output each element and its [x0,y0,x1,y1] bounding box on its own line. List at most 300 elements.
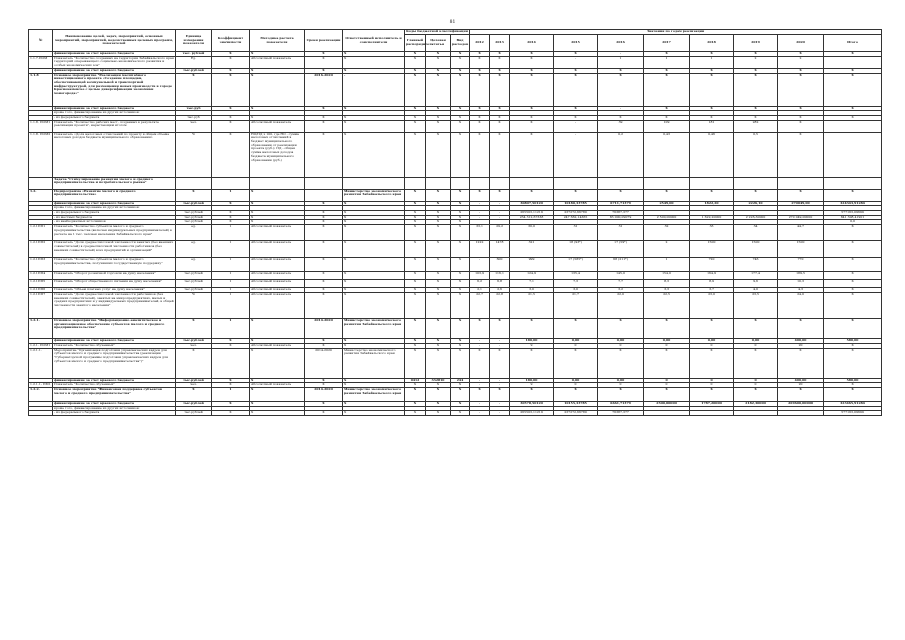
table-cell: X [305,52,343,57]
table-cell: X [470,120,490,132]
table-cell: X [343,292,405,318]
table-cell [212,177,250,189]
table-cell: - [490,383,510,388]
col-header-year: 2019 [734,35,778,52]
table-cell: X [343,225,405,241]
table-header [29,30,882,52]
table-cell: 323465,91284 [824,401,882,406]
table-cell: - [470,201,490,206]
table-cell: X [451,383,470,388]
table-cell: 30807,50120 [510,201,554,206]
table-cell: X [690,52,734,57]
table-cell: 44,7 [778,225,824,241]
table-cell [490,177,510,189]
table-cell: Показатель "Количество обученных" [53,343,176,348]
table-cell: 6661,71379 [598,401,644,406]
table-cell: X [212,220,250,225]
table-cell: X [451,189,470,201]
table-cell: X [405,215,426,220]
table-cell: тыс.рублей [176,215,212,220]
table-cell [29,177,53,189]
table-cell: 577163,09699 [824,211,882,216]
table-cell: ед. [176,258,212,272]
table-row [29,318,882,338]
col-header-executor: Ответственный исполнитель и соисполнители [343,30,405,52]
col-header-year: 2013 [490,35,510,52]
table-row [29,225,882,241]
table-cell: 21,5 [510,292,554,318]
table-cell: X [305,115,343,120]
table-cell: Абсолютный показатель [250,383,305,388]
table-cell: X [405,241,426,258]
table-cell: X [644,318,690,338]
table-cell: X [250,52,305,57]
table-cell: % [176,292,212,318]
table-cell: финансирование за счет краевого бюджета [53,106,176,111]
table-cell: 1.2.1ПП5 [29,280,53,288]
table-cell: X [598,387,644,401]
table-cell: 770 [778,258,824,272]
table-row [29,132,882,177]
table-cell: Показатель "Количество рабочих мест, созданных в результате реализации проекта", нарастающим итогом [53,120,176,132]
table-cell: 2014-2020 [305,348,343,378]
table-cell: 17 (585*) [554,258,598,272]
table-cell: 1 [212,292,250,318]
table-cell: НО/ПД х 100, где НО - сумма налоговых отчислений в бюджет муниципального образования от реализации проекта (руб.); ПД - общая сумма налоговых доходов бюджета муниципального образования (руб.) [250,132,305,177]
table-cell: 6,2 [470,280,490,288]
table-cell: X [824,348,882,378]
table-cell: X [451,318,470,338]
table-cell: X [305,378,343,383]
table-cell: Показатель "Оборот розничной торговли на душу населения" [53,272,176,280]
table-cell [824,120,882,132]
table-cell: 332810 [426,378,451,383]
table-cell: X [451,52,470,57]
table-cell: 1 [212,272,250,280]
table-cell: X [305,120,343,132]
table-cell: Министерство экономического развития Забайкальского края [343,387,405,401]
table-cell: X [824,225,882,241]
table-cell: X [470,189,490,201]
table-cell: X [212,383,250,388]
table-cell: X [778,73,824,106]
table-cell: X [426,215,451,220]
table-cell: X [343,338,405,343]
table-cell: 0,00 [734,338,778,343]
table-cell: X [451,211,470,216]
table-cell: 2 [734,56,778,68]
table-cell: Основное мероприятие "Реализация масштабного инвестиционного проекта «Создание площадки, обеспечивающей коммунальной и транспортной инфраструктурой, для размещения новых производств в городе Краснокаменске с целью диверсификации экономики моногорода»" [53,73,176,106]
col-header-year: 2020 [778,35,824,52]
table-cell: - [554,132,598,177]
table-cell: 0 [554,383,598,388]
table-cell: - из федерального бюджета [53,411,176,416]
table-cell: X [598,348,644,378]
table-cell: X [734,73,778,106]
table-cell: чел. [176,343,212,348]
table-cell: ед. [176,225,212,241]
table-cell: X [212,115,250,120]
col-header-method: Методика расчета показателя [250,30,305,52]
table-cell: X [405,115,426,120]
table-cell [510,177,554,189]
table-cell: 1 [212,241,250,258]
table-cell [305,189,343,201]
table-cell: X [305,288,343,293]
table-cell: 22,8 [490,292,510,318]
table-cell: 6,8 [490,280,510,288]
table-cell: 1.2.1ПП6 [29,288,53,293]
table-cell: X [824,288,882,293]
table-cell: 135,4 [554,272,598,280]
table-cell: X [343,132,405,177]
table-cell: 22,0 [598,292,644,318]
table-cell: 2016-2020 [305,73,343,106]
table-cell: 7,1 [510,280,554,288]
table-cell: 34 [734,225,778,241]
table-cell: 1.2.2. [29,387,53,401]
table-cell: 33,1 [470,225,490,241]
table-cell: 0 [644,383,690,388]
table-cell: X [598,115,644,120]
table-cell: X [734,387,778,401]
table-cell: X [824,318,882,338]
table-cell: X [176,387,212,401]
table-cell: % [176,132,212,177]
table-cell: Абсолютный показатель [250,120,305,132]
table-cell: X [212,378,250,383]
table-cell: 1.1.8. ПОМ2 [29,132,53,177]
table-cell: 2226,10 [734,201,778,206]
table-cell: 2500,00000 [644,401,690,406]
table-cell: X [778,348,824,378]
table-cell: X [405,411,426,416]
table-cell: Показатель "Количество субъектов малого и среднего предпринимательства, получивших государственную поддержку" [53,258,176,272]
table-cell: X [250,215,305,220]
table-cell: X [343,120,405,132]
table-cell: X [405,189,426,201]
table-cell: 282 [734,120,778,132]
table-cell: X [690,387,734,401]
table-cell: X [250,73,305,106]
table-cell: X [405,288,426,293]
table-cell: X [490,56,510,68]
table-cell: 1 622,20000 [690,215,734,220]
table-cell: 244 [451,378,470,383]
table-cell: X [510,189,554,201]
table-cell: X [405,132,426,177]
table-cell: X [824,52,882,57]
table-cell [778,177,824,189]
table-cell: X [644,68,690,73]
table-cell: 30578,50120 [510,401,554,406]
table-cell: X [250,115,305,120]
table-cell [690,411,734,416]
table-cell: тыс.рублей [176,411,212,416]
table-cell: 600 [490,258,510,272]
table-cell: 180,00 [510,378,554,383]
table-cell [451,177,470,189]
col-header-year: 2016 [598,35,644,52]
table-cell: - [490,211,510,216]
table-cell: 1787,20000 [690,401,734,406]
table-cell: X [470,73,490,106]
table-cell: - [470,383,490,388]
table-cell: X [510,318,554,338]
table-cell: X [212,215,250,220]
table-cell: Показатель "Доля среднесписочной численности работников (без внешних совместителей), занятых на микропредприятиях, малых и средних предприятиях и у индивидуальных предпринимателей, в общей численности занятого населения" [53,292,176,318]
table-cell: 0 [644,378,690,383]
table-cell: Показатель "Оборот общественного питания на душу населения" [53,280,176,288]
table-cell: X [490,318,510,338]
table-cell: X [490,106,510,111]
col-header-year: 2015 [554,35,598,52]
table-cell: 0,5 [734,132,778,177]
table-cell: X [451,387,470,401]
table-cell: X [690,106,734,111]
table-cell: Абсолютный показатель [250,258,305,272]
table-cell: X [176,73,212,106]
table-cell: X [451,115,470,120]
table-cell: X [305,225,343,241]
table-cell: X [734,348,778,378]
table-cell: 180,00 [510,338,554,343]
table-cell: X [451,272,470,280]
table-cell: 3,0 [510,288,554,293]
table-cell: 1.1.7.ПОМ [29,56,53,68]
table-cell: 177,4 [734,272,778,280]
table-cell: Показатель "Доля среднесписочной численности занятых (без внешних совместителей) в среднесписочной численности работников (без внешних совместителей) всех предприятий и организаций" [53,241,176,258]
table-cell: X [405,56,426,68]
table-cell: Абсолютный показатель [250,225,305,241]
table-cell: X [250,378,305,383]
table-cell: - [470,338,490,343]
table-cell: X [405,343,426,348]
table-cell: 0 [734,378,778,383]
table-cell: Министерство экономического развития Забайкальского края [343,348,405,378]
table-cell: X [426,220,451,225]
table-cell: X [343,220,405,225]
table-cell: X [426,52,451,57]
table-cell: X [734,318,778,338]
table-cell: Министерство экономического развития Забайкальского края [343,318,405,338]
table-cell: 1500 [778,241,824,258]
table-cell [176,177,212,189]
table-cell: X [824,387,882,401]
table-cell: - из внебюджетных источников [53,220,176,225]
table-cell: X [343,343,405,348]
table-cell: 154,0 [644,272,690,280]
table-cell: X [426,318,451,338]
table-cell: X [212,411,250,416]
table-cell [29,411,53,416]
table-cell: 17 (59*) [598,241,644,258]
table-cell: X [250,338,305,343]
table-cell: X [305,272,343,280]
table-cell: финансирование за счет краевого бюджета [53,68,176,73]
table-cell: 20 [778,383,824,388]
table-cell: X [451,132,470,177]
table-cell: X [510,52,554,57]
table-cell: 2,1 [470,288,490,293]
table-cell: 1.2.1ПП7 [29,292,53,318]
table-cell: X [451,201,470,206]
table-cell: X [250,411,305,416]
table-cell: X [510,348,554,378]
table-cell: X [305,292,343,318]
table-cell: X [426,189,451,201]
table-cell: 124,9 [510,272,554,280]
table-cell: X [426,348,451,378]
table-cell: - из местных бюджетов [53,215,176,220]
table-cell: 400,00 [778,338,824,343]
table-cell: 109 [644,120,690,132]
table-cell [212,348,250,378]
table-cell: X [343,241,405,258]
table-cell: 24,0 [778,292,824,318]
table-cell: X [426,211,451,216]
table-cell: 580,00 [824,378,882,383]
table-cell: 22,5 [644,292,690,318]
table-cell: Абсолютный показатель [250,280,305,288]
table-cell [690,177,734,189]
table-cell: X [426,401,451,406]
table-cell: Показатель "Объем платных услуг на душу населения" [53,288,176,293]
table-cell [824,132,882,177]
table-cell: X [470,68,490,73]
table-cell: X [824,189,882,201]
table-cell: 2 [644,241,690,258]
table-cell: X [598,68,644,73]
table-cell: 234 312,67338 [510,215,554,220]
col-header-budget-codes: Коды бюджетной классификации [406,29,468,34]
table-cell: Показатель "Количество созданных на территории Забайкальского края территорий опережающего социально-экономического развития и особых экономических зон" [54,55,174,68]
table-cell: X [490,387,510,401]
table-cell: X [778,387,824,401]
table-row [29,120,882,132]
table-cell: X [490,52,510,57]
table-cell: 0 [734,343,778,348]
table-cell: X [451,241,470,258]
table-cell: 2014-2020 [305,387,343,401]
table-cell: X [212,211,250,216]
table-cell: X [644,189,690,201]
table-cell: X [778,115,824,120]
col-header-year: 2012 [470,35,490,52]
table-cell: X [212,132,250,177]
table-cell: 103,9 [470,272,490,280]
table-cell: X [305,68,343,73]
table-cell: финансирование за счет краевого бюджета [53,378,176,383]
table-cell: X [490,68,510,73]
table-cell: 0,46 [690,132,734,177]
table-cell: 145,0 [598,272,644,280]
table-cell: 0,2 [598,132,644,177]
table-cell: 23,5 [734,292,778,318]
table-cell: 8,9 [690,280,734,288]
table-cell: 324343,91284 [824,201,882,206]
table-cell: X [426,115,451,120]
table-cell: X [426,258,451,272]
table-cell: X [490,189,510,201]
table-cell: X [305,201,343,206]
table-row [29,241,882,258]
table-cell [734,411,778,416]
table-cell: X [824,280,882,288]
table-cell: тыс.рублей [176,378,212,383]
table-cell: X [305,106,343,111]
table-cell: Задача "Стимулирование развития малого и среднего предпринимательства и потребительского рынка" [53,177,176,189]
table-cell: X [824,343,882,348]
table-cell: 2182,30000 [734,401,778,406]
table-cell: - [470,343,490,348]
table-cell: 0 [598,343,644,348]
table-cell: X [250,106,305,111]
table-cell [554,177,598,189]
table-cell: 0,00 [690,338,734,343]
table-cell: X [212,73,250,106]
table-cell: Показатель «Доля налоговых отчислений по проекту в общем объеме налоговых доходов бюджета муниципального образования» [53,132,176,177]
table-cell: X [426,132,451,177]
table-cell: 321 [510,241,554,258]
table-cell [470,177,490,189]
table-cell: X [470,132,490,177]
table-cell: 1222 [470,241,490,258]
table-cell: - [490,401,510,406]
table-cell: X [734,115,778,120]
table-cell: X [554,115,598,120]
table-cell: X [250,387,305,401]
table-cell: X [426,241,451,258]
table-cell: X [598,73,644,106]
table-cell: X [343,378,405,383]
table-cell: 270049,00 [778,201,824,206]
table-cell: 1500 [734,241,778,258]
table-cell: 22,7 [470,292,490,318]
table-cell: X [250,220,305,225]
table-cell: X [305,258,343,272]
table-cell: X [405,280,426,288]
table-cell: X [451,106,470,111]
table-cell: X [212,52,250,57]
table-cell: X [598,189,644,201]
table-cell: X [212,106,250,111]
table-cell: X [554,52,598,57]
table-cell: финансирование за счет краевого бюджета [53,201,176,206]
table-cell: X [644,106,690,111]
table-cell: X [405,201,426,206]
table-cell: X [451,343,470,348]
table-cell: X [426,272,451,280]
table-cell: 0 [644,343,690,348]
table-cell: X [554,348,598,378]
table-cell: 265503,11219 [510,211,554,216]
table-cell: X [644,115,690,120]
table-cell: 237272,66780 [554,211,598,216]
table-cell: X [824,241,882,258]
table-cell: X [405,120,426,132]
table-cell: 1 [644,258,690,272]
table-cell: - из федерального бюджета [53,211,176,216]
table-cell: X [451,411,470,416]
table-cell: X [554,189,598,201]
col-header-year: 2014 [510,35,554,52]
table-cell: - [470,378,490,383]
table-cell: X [451,68,470,73]
table-cell: 68 (211*) [598,258,644,272]
table-cell: X [510,68,554,73]
table-cell: X [510,56,554,68]
